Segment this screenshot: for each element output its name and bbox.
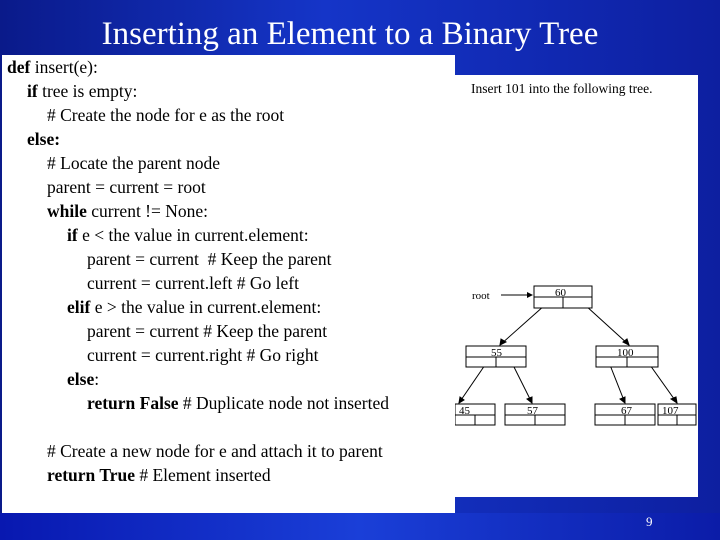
tree-node xyxy=(596,346,658,367)
code-text: # Create the node for e as the root xyxy=(47,105,285,125)
code-line xyxy=(67,223,309,247)
binary-tree-diagram xyxy=(455,75,698,497)
code-line xyxy=(87,271,299,295)
code-text: current = current.left # Go left xyxy=(87,273,299,293)
code-line xyxy=(47,151,220,175)
tree-node xyxy=(466,346,526,367)
code-line xyxy=(87,319,327,343)
tree-node xyxy=(455,404,495,425)
code-keyword: else xyxy=(67,369,95,389)
code-keyword: return True xyxy=(47,465,135,485)
node-value: 100 xyxy=(617,347,634,359)
code-keyword: elif xyxy=(67,297,91,317)
code-text: insert(e): xyxy=(30,57,98,77)
code-text: e > the value in current.element: xyxy=(90,297,322,317)
code-line xyxy=(47,175,206,199)
code-keyword: def xyxy=(7,57,31,77)
code-text: # Locate the parent node xyxy=(47,153,220,173)
code-text: # Create a new node for e and attach it to parent xyxy=(47,441,383,461)
code-line xyxy=(27,127,60,151)
code-line xyxy=(7,55,98,79)
node-value: 45 xyxy=(459,405,470,417)
code-text: current != None: xyxy=(86,201,209,221)
code-text: parent = current = root xyxy=(47,177,206,197)
code-line xyxy=(47,463,271,487)
tree-node xyxy=(658,404,696,425)
code-keyword: return False xyxy=(87,393,179,413)
footer-band xyxy=(0,513,720,540)
code-line xyxy=(87,247,332,271)
node-value: 67 xyxy=(621,405,632,417)
code-line xyxy=(87,391,389,415)
code-text: parent = current # Keep the parent xyxy=(87,249,332,269)
code-text: # Duplicate node not inserted xyxy=(178,393,389,413)
code-text: e < the value in current.element: xyxy=(77,225,309,245)
node-value: 60 xyxy=(555,287,566,299)
code-keyword: while xyxy=(47,201,87,221)
code-line xyxy=(67,295,321,319)
tree-node xyxy=(595,404,655,425)
node-value: 107 xyxy=(662,405,679,417)
code-line xyxy=(47,439,383,463)
code-line xyxy=(27,79,137,103)
slide-title: Inserting an Element to a Binary Tree xyxy=(101,16,599,52)
code-keyword: if xyxy=(27,81,38,101)
code-text: parent = current # Keep the parent xyxy=(87,321,328,341)
node-value: 57 xyxy=(527,405,538,417)
code-text: # Element inserted xyxy=(134,465,271,485)
tree-node xyxy=(505,404,565,425)
node-value: 55 xyxy=(491,347,502,359)
code-line xyxy=(47,103,284,127)
code-line xyxy=(47,199,208,223)
code-panel xyxy=(2,55,455,513)
code-text: current = current.right # Go right xyxy=(87,345,319,365)
code-keyword: else: xyxy=(27,129,61,149)
root-label: root xyxy=(472,290,490,302)
code-text: tree is empty: xyxy=(37,81,138,101)
code-text: : xyxy=(94,369,100,389)
slide-number: 9 xyxy=(646,514,653,529)
arrow-head xyxy=(527,292,533,298)
tree-node xyxy=(534,286,592,308)
diagram-panel xyxy=(455,75,698,497)
code-line xyxy=(87,343,318,367)
code-keyword: if xyxy=(67,225,78,245)
code-line xyxy=(67,367,99,391)
instruction-text: Insert 101 into the following tree. xyxy=(471,81,653,96)
